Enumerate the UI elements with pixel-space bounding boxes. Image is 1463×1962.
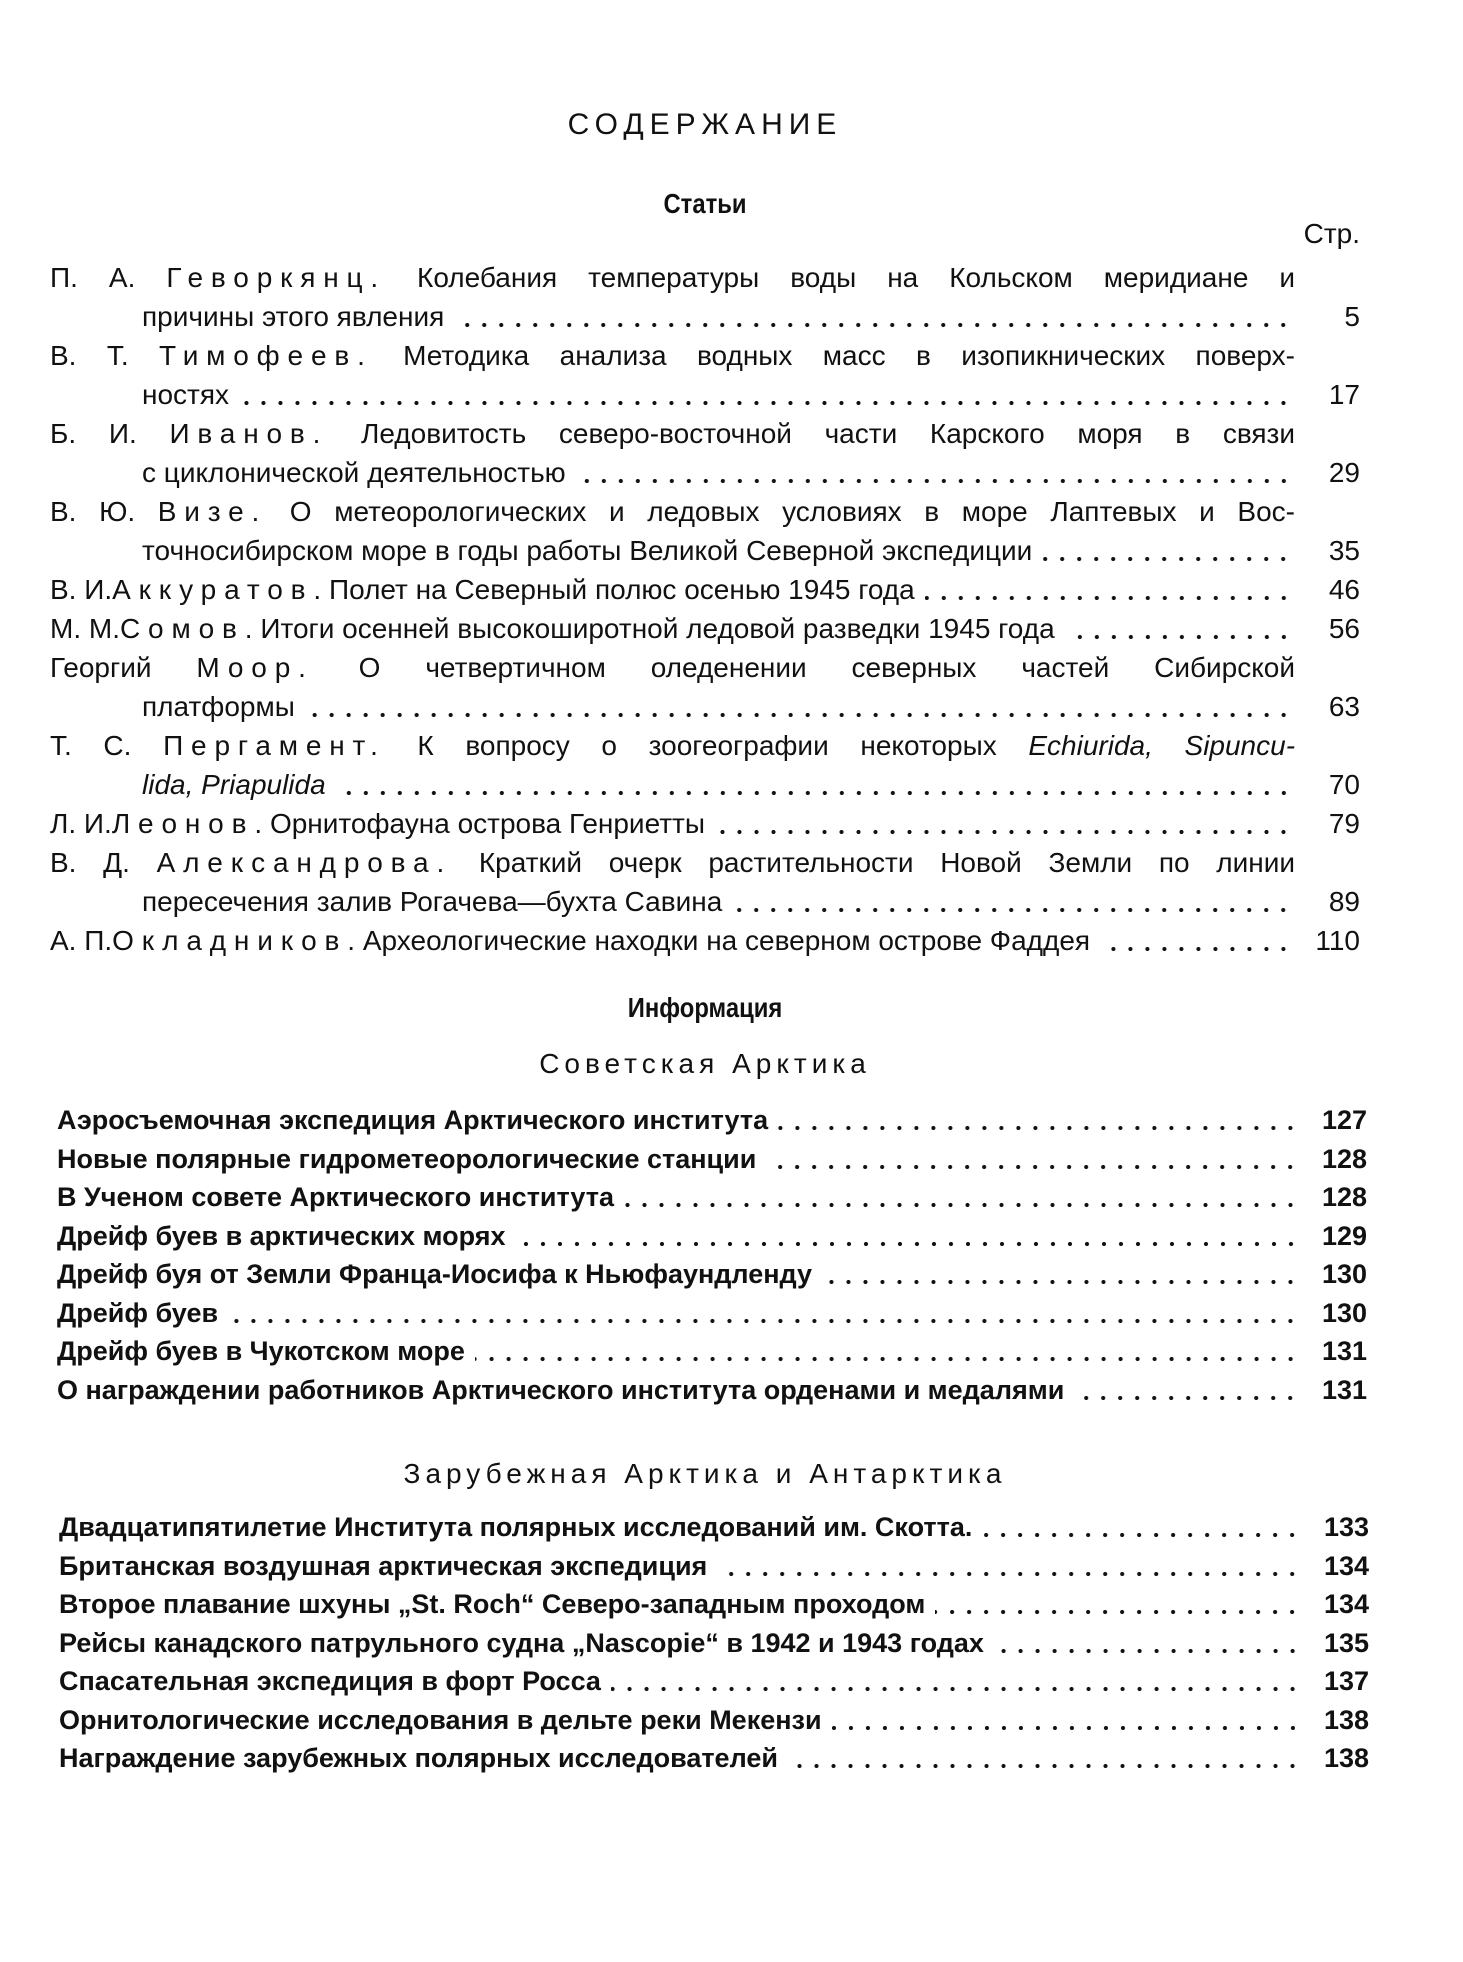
information-heading: Информация [627,992,783,1023]
entry-title: Методика анализа водных масс в изопикнических поверх- [403,340,1295,371]
toc-entry[interactable] [50,609,1360,648]
dot-leader [475,1356,1299,1362]
entry-title: Дрейф буев в Чукотском море [57,1336,465,1366]
dot-leader [576,478,1292,484]
entry-second-line [50,687,1360,726]
author-initials: Т. С. [50,730,132,761]
entry-title: К вопросу о зоогеографии некоторых [417,730,997,761]
entry-title-continued: пересечения залив Рогачева—бухта Савина [142,886,723,917]
dot-leader [715,829,1292,835]
page-number: 137 [1323,1666,1369,1696]
page-number: 89 [1328,886,1360,917]
toc-entry[interactable] [57,1140,1367,1179]
author-initials: П. А. [50,262,136,293]
toc-entry[interactable] [59,1662,1369,1701]
page-number: 79 [1328,808,1360,839]
articles-list [50,258,1360,960]
author-surname: Визе. [157,496,268,527]
author-initials: А. П. [50,925,113,956]
entry-second-line [50,531,1360,570]
page-number: 128 [1321,1182,1367,1212]
dot-leader [239,400,1292,406]
dot-leader [778,1125,1299,1131]
author-initials: М. М. [50,613,120,644]
toc-entry[interactable] [59,1508,1369,1547]
entry-title-italic: Echiurida, Sipuncu- [1028,730,1295,761]
author-surname: Сомов. [120,613,261,644]
entry-second-line [50,375,1360,414]
entry-second-line [50,765,1360,804]
toc-entry[interactable] [57,1178,1367,1217]
dot-leader [228,1318,1299,1324]
toc-entry[interactable] [50,570,1360,609]
entry-title-continued: ностях [142,379,230,410]
entry-first-line [50,570,1360,609]
author-surname: Леонов. [111,808,270,839]
soviet-arctic-list [57,1101,1367,1409]
entry-first-line [50,609,1360,648]
page-number: 110 [1315,925,1360,956]
entry-title: О награждении работников Арктического института орденами и медалями [57,1374,1065,1405]
dot-leader [454,322,1292,328]
author-surname: Пергамент. [163,730,386,761]
entry-title-continued: причины этого явления [142,301,445,332]
dot-leader [336,790,1292,796]
toc-entry[interactable] [50,648,1360,726]
dot-leader [925,595,1292,601]
page-number: 35 [1328,535,1360,566]
toc-entry[interactable] [59,1547,1369,1586]
page-number: 134 [1323,1589,1369,1619]
entry-title: Дрейф буя от Земли Франца-Иосифа к Ньюфаундленду [57,1259,813,1289]
entry-first-line [50,843,1295,882]
entry-title: Колебания температуры воды на Кольском меридиане и [417,262,1295,293]
entry-first-line [50,414,1295,453]
author-surname: Моор. [196,652,314,683]
page-number: 135 [1323,1627,1369,1658]
toc-entry[interactable] [50,258,1360,336]
entry-title: Аэросъемочная экспедиция Арктического института [57,1105,769,1135]
page-number: 70 [1328,769,1360,800]
page-number: 138 [1323,1704,1369,1735]
toc-entry[interactable] [57,1217,1367,1256]
dot-leader [935,1609,1301,1615]
page-number: 128 [1321,1143,1367,1174]
author-surname: Окладников. [112,925,363,956]
foreign-arctic-heading: Зарубежная Арктика и Антарктика [403,1458,1007,1489]
toc-entry[interactable] [59,1624,1369,1663]
toc-entry[interactable] [57,1101,1367,1140]
entry-title: Дрейф буев в арктических морях [57,1220,506,1251]
toc-entry[interactable] [50,492,1360,570]
page-number: 56 [1328,613,1360,644]
entry-title-continued: с циклонической деятельностью [142,457,566,488]
page-title: СОДЕРЖАНИЕ [567,108,843,141]
articles-heading: Статьи [663,188,747,219]
author-initials: Л. И. [50,808,112,839]
entry-title: Рейсы канадского патрульного судна „Nascopie“ в 1942 и 1943 годах [59,1627,984,1658]
toc-entry[interactable] [57,1332,1367,1371]
toc-entry[interactable] [59,1701,1369,1740]
entry-second-line [50,882,1360,921]
entry-title: Орнитологические исследования в дельте реки Мекензи [59,1704,822,1735]
entry-title: Британская воздушная арктическая экспедиция [59,1550,708,1581]
page-number: 127 [1321,1105,1367,1135]
entry-title: В Ученом совете Арктического института [57,1182,614,1212]
dot-leader [982,1532,1301,1538]
page-number: 5 [1344,301,1360,332]
entry-title: О метеорологических и ледовых условиях в море Лаптевых и Вос- [289,496,1295,527]
dot-leader [1042,556,1292,562]
author-surname: Аккуратов. [112,574,329,605]
toc-entry[interactable] [50,414,1360,492]
author-surname: Геворкянц. [166,262,387,293]
toc-entry[interactable] [50,921,1360,960]
toc-entry[interactable] [59,1739,1369,1778]
entry-title: О четвертичном оледенении северных частей Сибирской [358,652,1295,683]
author-surname: Тимофеев. [158,340,373,371]
entry-title: Дрейф буев [57,1297,219,1328]
page-number: 29 [1328,457,1360,488]
dot-leader [516,1241,1299,1247]
page-number: 46 [1328,574,1360,605]
dot-leader [822,1279,1299,1285]
author-surname: Александрова. [156,847,453,878]
foreign-arctic-list [59,1508,1369,1778]
page-column-label: Стр. [1303,218,1360,249]
page-number: 17 [1328,379,1360,410]
toc-entry[interactable] [50,726,1360,804]
dot-leader [717,1571,1301,1577]
author-initials: В. Т. [50,340,129,371]
entry-title: Орнитофауна острова Генриетты [269,808,705,839]
entry-second-line [50,297,1360,336]
dot-leader [788,1763,1301,1769]
dot-leader [1074,1395,1299,1401]
entry-title: Ледовитость северо-восточной части Карского моря в связи [360,418,1295,449]
author-initials: Б. И. [50,418,137,449]
entry-first-line [50,258,1295,297]
toc-entry[interactable] [50,843,1360,921]
toc-entry[interactable] [57,1294,1367,1333]
dot-leader [994,1648,1301,1654]
toc-entry[interactable] [50,336,1360,414]
entry-title: Двадцатипятилетие Института полярных исследований им. Скотта. [59,1512,973,1542]
soviet-arctic-heading: Советская Арктика [539,1048,871,1079]
entry-first-line [50,921,1360,960]
page-number: 134 [1323,1550,1369,1581]
page-number: 129 [1321,1220,1367,1251]
entry-first-line [50,726,1295,765]
entry-first-line [50,648,1295,687]
toc-page [50,0,1369,1962]
toc-entry[interactable] [59,1585,1369,1624]
entry-first-line [50,804,1360,843]
page-number: 131 [1321,1374,1367,1405]
dot-leader [1065,634,1292,640]
page-number: 138 [1323,1743,1369,1773]
page-number: 63 [1328,691,1360,722]
entry-title: Полет на Северный полюс осенью 1945 года [328,574,915,605]
dot-leader [624,1202,1299,1208]
dot-leader [832,1725,1301,1731]
entry-title: Краткий очерк растительности Новой Земли по линии [478,847,1295,878]
author-initials: В. Ю. [50,496,136,527]
author-surname: Иванов. [169,418,329,449]
entry-title: Новые полярные гидрометеорологические станции [57,1143,757,1174]
entry-first-line [50,336,1295,375]
entry-title-continued: платформы [142,691,295,722]
author-initials: Георгий [50,652,152,683]
entry-title: Археологические находки на северном острове Фаддея [362,925,1091,956]
entry-title: Второе плавание шхуны „St. Roch“ Северо-западным проходом [59,1589,926,1619]
dot-leader [766,1164,1299,1170]
entry-second-line [50,453,1360,492]
page-number: 130 [1321,1259,1367,1289]
entry-first-line [50,492,1295,531]
entry-title-continued: точносибирском море в годы работы Великой Северной экспедиции [142,535,1033,566]
toc-entry[interactable] [50,804,1360,843]
dot-leader [1100,946,1292,952]
entry-title: Итоги осенней высокоширотной ледовой разведки 1945 года [260,613,1055,644]
author-initials: В. И. [50,574,113,605]
dot-leader [611,1686,1301,1692]
author-initials: В. Д. [50,847,130,878]
toc-entry[interactable] [57,1255,1367,1294]
entry-title: Награждение зарубежных полярных исследователей [59,1743,778,1773]
page-number: 131 [1321,1336,1367,1366]
entry-title: Спасательная экспедиция в форт Росса [59,1666,601,1696]
dot-leader [305,712,1292,718]
page-number: 133 [1323,1512,1369,1542]
entry-title-continued-italic: lida, Priapulida [142,769,326,800]
toc-entry[interactable] [57,1371,1367,1410]
page-number: 130 [1321,1297,1367,1328]
dot-leader [732,907,1292,913]
